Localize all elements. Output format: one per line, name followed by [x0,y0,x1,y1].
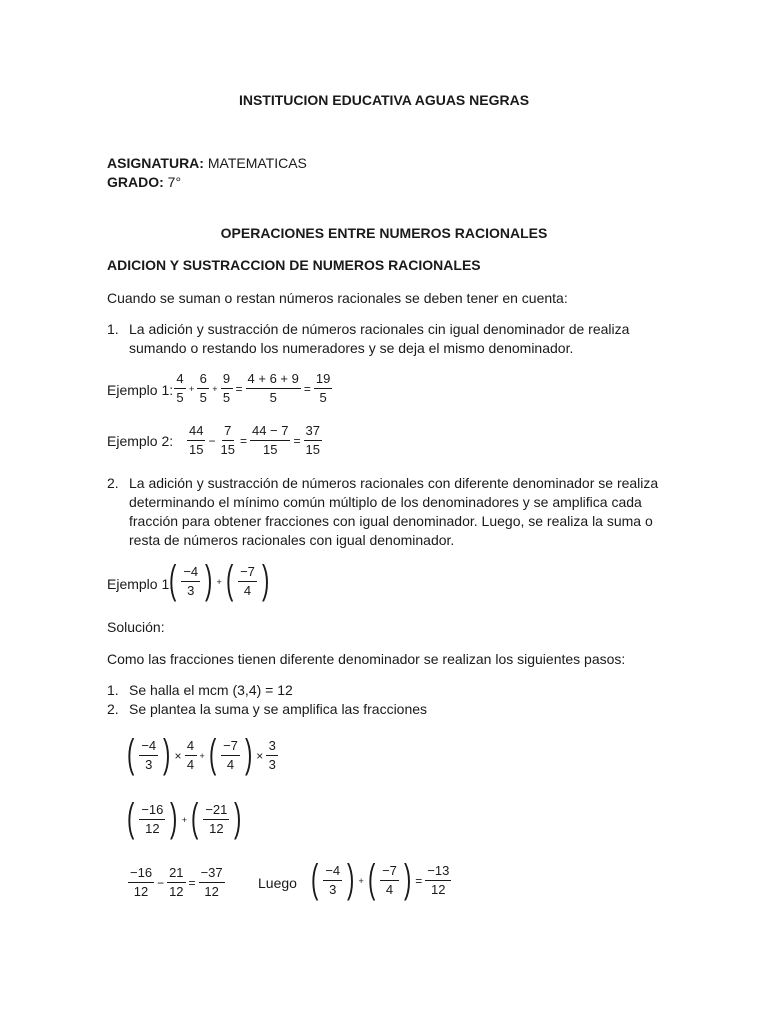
fraction: $\frac{37}{15}$ [305,423,320,457]
fraction: $\frac{4}{4}$ [185,737,197,774]
conclusion-label: Luego [258,875,297,891]
fraction: $\frac{7}{15}$ [220,423,235,457]
rule2-number: 2. [107,475,119,491]
fraction: $\frac{19}{5}$ [315,371,331,405]
fraction: $\frac{6}{5}$ [197,370,209,407]
rule2-line1: La adición y sustracción de números racionales con diferente denominador se realiza [129,475,659,491]
fraction: $\frac{-16}{12}$ [130,865,153,899]
step2-text: Se plantea la suma y se amplifica las fracciones [129,701,428,717]
rule1-line2: sumando o restando los numeradores y se deja el mismo denominador. [129,340,574,356]
rule2-line3: fracción para obtener fracciones con igual denominador. Luego, se realiza la suma o [129,513,653,529]
example2-label: Ejemplo 2: [107,433,174,449]
section-title: OPERACIONES ENTRE NUMEROS RACIONALES [220,225,548,241]
intro-text: Cuando se suman o restan números racionales se deben tener en cuenta: [107,290,568,306]
fraction: $\frac{-37}{12}$ [200,865,223,899]
parenthesized-fraction: ( $\frac{-4}{3}$ ) [126,731,171,776]
parenthesized-fraction: ( $\frac{-4}{3}$ ) [310,856,355,901]
fraction: $\frac{9}{5}$ [221,370,233,407]
rule1-line1: La adición y sustracción de números racionales cin igual denominador de realiza [129,321,630,337]
solution-label: Solución: [107,619,165,635]
section-subtitle: ADICION Y SUSTRACCION DE NUMEROS RACIONALES [107,257,481,273]
parenthesized-fraction: ( $\frac{-21}{12}$ ) [190,795,242,840]
fraction: $\frac{44}{15}$ [189,423,204,457]
step1-number: 1. [107,682,119,698]
grade-label: GRADO: [107,174,164,190]
example2-equation: $\frac{44}{15}$ − $\frac{7}{15}$ = $\frac{44 - 7}{15}$ = $\frac{37}{15}$ [189,423,320,457]
parenthesized-fraction: ( $\frac{-4}{3}$ ) [168,557,213,602]
grade-value: 7° [163,174,182,190]
fraction: $\frac{44 - 7}{15}$ [251,423,289,457]
parenthesized-fraction: ( $\frac{-7}{4}$ ) [208,731,253,776]
conclusion-equation: ( $\frac{-4}{3}$ ) + ( $\frac{-7}{4}$ ) = $\frac{-13}{12}$ [308,862,453,899]
subject-label: ASIGNATURA: [107,155,204,171]
result-equation: $\frac{-16}{12}$ − $\frac{21}{12}$ = $\frac{-37}{12}$ [130,865,223,899]
example3-equation: ( $\frac{-4}{3}$ ) + ( $\frac{-7}{4}$ ) [166,563,272,600]
fraction: $\frac{4 + 6 + 9}{5}$ [247,371,299,405]
step1-text: Se halla el mcm (3,4) = 12 [129,682,293,698]
example3-label: Ejemplo 1: [107,576,174,592]
parenthesized-fraction: ( $\frac{-7}{4}$ ) [367,856,412,901]
rule2-line4: resta de números racionales con igual denominador. [129,532,455,548]
fraction: $\frac{21}{12}$ [169,865,184,899]
fraction: $\frac{4}{5}$ [174,370,186,407]
document-title: INSTITUCION EDUCATIVA AGUAS NEGRAS [238,92,530,108]
amplify-equation: ( $\frac{-4}{3}$ ) × $\frac{4}{4}$ + ( $\frac{-7}{4}$ ) × $\frac{3}{3}$ [124,737,280,774]
sum-equation: ( $\frac{-16}{12}$ ) + ( $\frac{-21}{12}$ ) [124,801,245,838]
solution-intro: Como las fracciones tienen diferente denominador se realizan los siguientes pasos: [107,651,626,667]
rule1-number: 1. [107,321,119,337]
subject-line [107,155,307,171]
example1-label: Ejemplo 1: [107,382,174,398]
example1-equation: $\frac{4}{5}$ + $\frac{6}{5}$ + $\frac{9}{5}$ = $\frac{4 + 6 + 9}{5}$ = $\frac{19}{5}$ [172,370,334,407]
parenthesized-fraction: ( $\frac{-7}{4}$ ) [225,557,270,602]
grade-line [107,174,181,190]
step2-number: 2. [107,701,119,717]
fraction: $\frac{-13}{12}$ [427,863,450,897]
fraction: $\frac{3}{3}$ [266,737,278,774]
rule2-line2: determinando el mínimo común múltiplo de los denominadores y se amplifica cada [129,494,642,510]
parenthesized-fraction: ( $\frac{-16}{12}$ ) [126,795,178,840]
subject-value: MATEMATICAS [203,155,307,171]
